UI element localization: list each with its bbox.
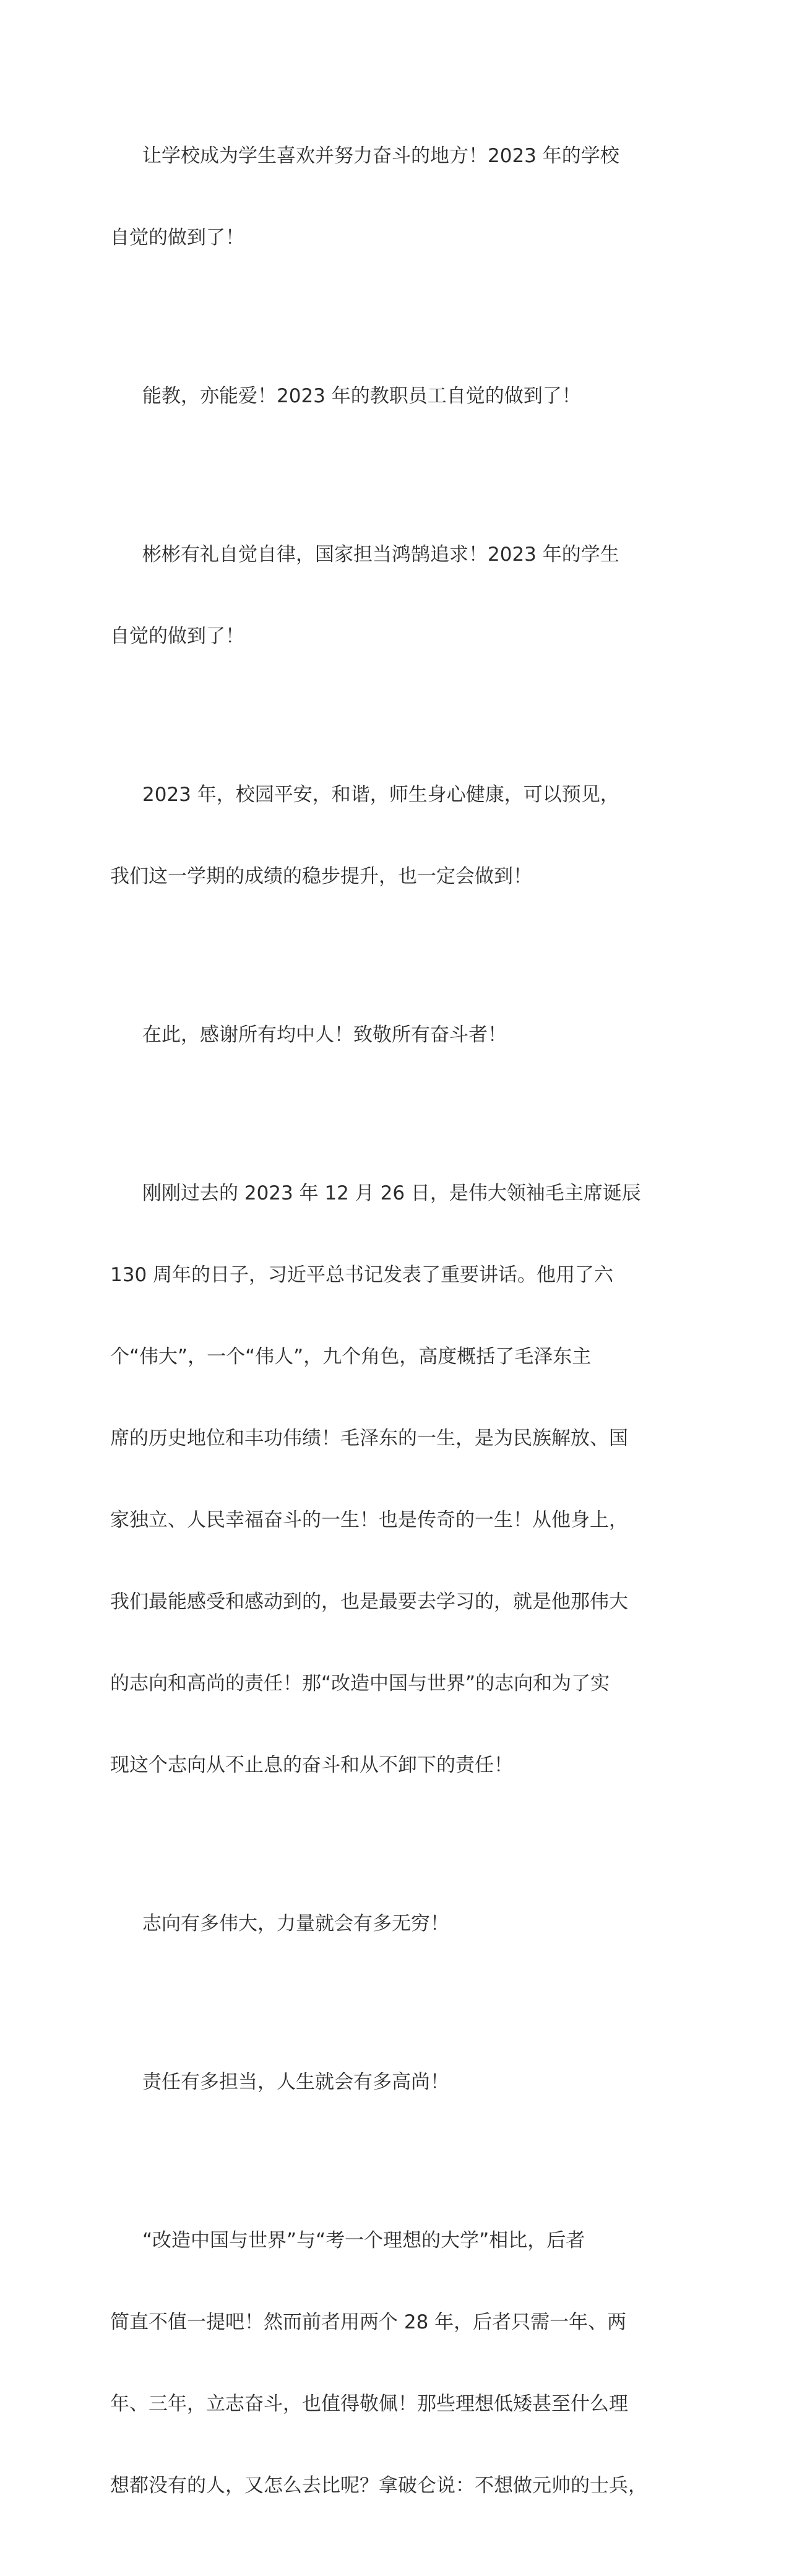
paragraph-9: [110, 2172, 649, 2554]
text-line: 2023 年，校园平安，和谐，师生身心健康，可以预见，: [142, 784, 619, 806]
text-line: 我们最能感受和感动到的，也是最要去学习的，就是他那伟大: [110, 1591, 628, 1613]
text-line: 想都没有的人，又怎么去比呢？拿破仑说：不想做元帅的士兵，: [110, 2474, 647, 2497]
text-line: 现这个志向从不止息的奋斗和从不卸下的责任！: [110, 1754, 513, 1776]
paragraph-3: [110, 486, 649, 704]
paragraph-1: [110, 88, 649, 306]
text-line: 家独立、人民幸福奋斗的一生！也是传奇的一生！从他身上，: [110, 1509, 628, 1531]
text-line: 我们这一学期的成绩的稳步提升，也一定会做到！: [110, 865, 532, 888]
text-line: 能教，亦能爱！2023 年的教职员工自觉的做到了！: [142, 385, 581, 407]
text-line: 志向有多伟大，力量就会有多无穷！: [142, 1913, 449, 1935]
paragraph-6: [110, 1125, 649, 1833]
text-line: 自觉的做到了！: [110, 227, 244, 249]
text-line: 让学校成为学生喜欢并努力奋斗的地方！2023 年的学校: [142, 145, 619, 167]
text-line: 简直不值一提吧！然而前者用两个 28 年，后者只需一年、两: [110, 2311, 627, 2333]
text-line: 的志向和高尚的责任！那“改造中国与世界”的志向和为了实: [110, 1672, 610, 1695]
text-line: 130 周年的日子，习近平总书记发表了重要讲话。他用了六: [110, 1264, 614, 1286]
paragraph-8: [110, 2014, 649, 2150]
text-line: 个“伟大”，一个“伟人”，九个角色，高度概括了毛泽东主: [110, 1346, 592, 1368]
text-line: 年、三年，立志奋斗，也值得敬佩！那些理想低矮甚至什么理: [110, 2393, 628, 2415]
paragraph-5: [110, 967, 649, 1103]
text-line: 在此，感谢所有均中人！致敬所有奋斗者！: [142, 1024, 507, 1046]
text-line: “改造中国与世界”与“考一个理想的大学”相比，后者: [142, 2229, 585, 2252]
document-body: [110, 88, 649, 2576]
text-line: 席的历史地位和丰功伟绩！毛泽东的一生，是为民族解放、国: [110, 1427, 628, 1450]
text-line: 刚刚过去的 2023 年 12 月 26 日，是伟大领袖毛主席诞辰: [142, 1182, 641, 1204]
text-line: 彬彬有礼自觉自律，国家担当鸿鹄追求！2023 年的学生: [142, 543, 619, 566]
paragraph-4: [110, 727, 649, 944]
paragraph-2: [110, 328, 649, 464]
text-line: 责任有多担当，人生就会有多高尚！: [142, 2071, 449, 2093]
paragraph-7: [110, 1856, 649, 1992]
text-line: 自觉的做到了！: [110, 625, 244, 647]
